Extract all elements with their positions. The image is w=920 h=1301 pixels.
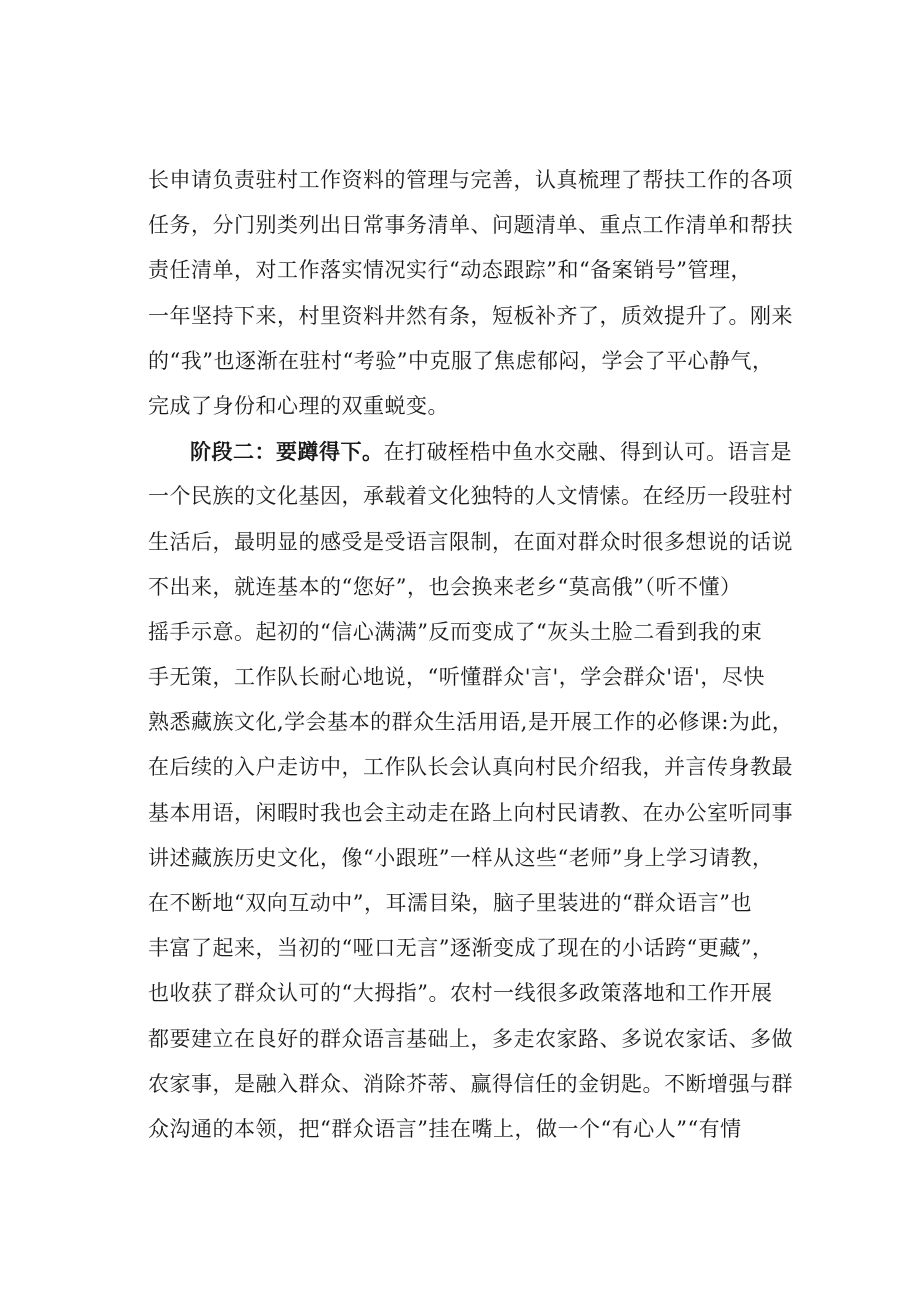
text-line: 农家事，是融入群众、消除芥蒂、赢得信任的金钥匙。不断增强与群 (148, 1071, 793, 1096)
section-heading: 阶段二：要蹲得下。 (190, 439, 384, 465)
text-line: 基本用语，闲暇时我也会主动走在路上向村民请教、在办公室听同事 (148, 800, 793, 825)
text-line: 责任清单，对工作落实情况实行“动态跟踪”和“备案销号”管理， (148, 258, 752, 283)
text-line: 手无策，工作队长耐心地说，“听懂群众'言'，学会群众'语'，尽快 (148, 665, 765, 690)
text-line: 都要建立在良好的群众语言基础上，多走农家路、多说农家话、多做 (148, 1026, 793, 1051)
text-line: 熟悉藏族文化,学会基本的群众生活用语,是开展工作的必修课:为此， (148, 710, 794, 735)
text-line: 众沟通的本领，把“群众语言”挂在嘴上，做一个“有心人”“有情 (148, 1116, 742, 1141)
text-line: 丰富了起来，当初的“哑口无言”逐渐变成了现在的小话跨“更藏”， (148, 936, 774, 961)
text-line: 也收获了群众认可的“大拇指”。农村一线很多政策落地和工作开展 (148, 981, 773, 1006)
text-line: 摇手示意。起初的“信心满满”反而变成了“灰头土脸二看到我的束 (148, 619, 763, 644)
text-line: 任务，分门别类列出日常事务清单、问题清单、重点工作清单和帮扶 (148, 213, 793, 238)
text-line: 在不断地“双向互动中”，耳濡目染，脑子里装进的“群众语言”也 (148, 891, 752, 915)
text-line-rest: 在打破桎梏中鱼水交融、得到认可。语言是 (383, 440, 792, 465)
text-line: 长申请负责驻村工作资料的管理与完善，认真梳理了帮扶工作的各项 (148, 168, 793, 192)
paragraph-2 (148, 429, 800, 1152)
text-line: 在后续的入户走访中，工作队长会认真向村民介绍我，并言传身教最 (148, 755, 793, 780)
text-line: 生活后，最明显的感受是受语言限制，在面对群众时很多想说的话说 (148, 529, 793, 554)
text-line: 一个民族的文化基因，承载着文化独特的人文情愫。在经历一段驻村 (148, 484, 793, 509)
text-line: 的“我”也逐渐在驻村“考验”中克服了焦虑郁闷，学会了平心静气， (148, 348, 774, 373)
text-line: 讲述藏族历史文化，像“小跟班”一样从这些“老师”身上学习请教， (148, 845, 774, 870)
text-line: 一年坚持下来，村里资料井然有条，短板补齐了，质效提升了。刚来 (148, 303, 793, 328)
text-line-first (148, 429, 800, 474)
text-line: 不出来，就连基本的“您好”，也会换来老乡“莫高俄”（听不懂） (148, 574, 742, 599)
paragraph-1 (148, 158, 800, 429)
text-line: 完成了身份和心理的双重蜕变。 (148, 393, 449, 418)
body-text (148, 158, 800, 1152)
